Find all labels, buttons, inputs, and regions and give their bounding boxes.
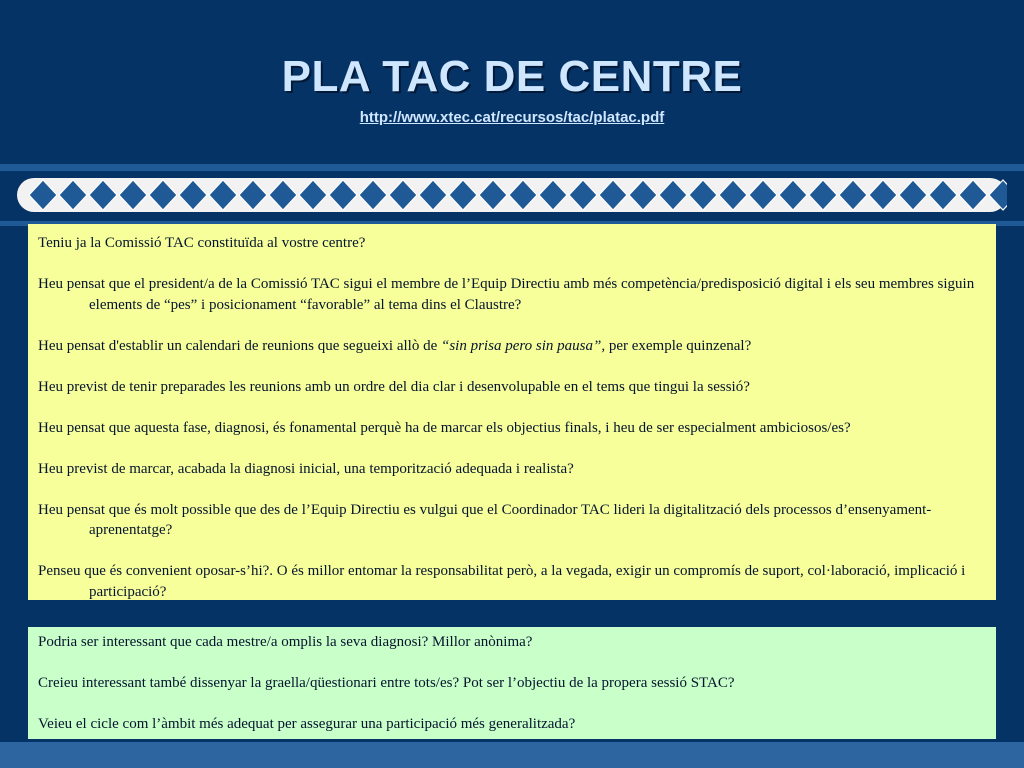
diamond-shape [989,180,1007,210]
question-paragraph: Veieu el cicle com l’àmbit més adequat per assegurar una participació més generalitzada? [38,716,576,732]
diamond-shape [89,180,117,210]
questions-box-green [28,627,996,739]
diamond-shape [479,180,507,210]
diamond-shape [29,180,57,210]
source-link[interactable]: http://www.xtec.cat/recursos/tac/platac.pdf [359,109,665,126]
diamond-shape [719,180,747,210]
diamond-shape [929,180,957,210]
question-paragraph: Heu previst de tenir preparades les reunions amb un ordre del dia clar i desenvolupable en el tems que tingui la sessió? [38,378,750,395]
decorative-band-top [0,164,1024,171]
diamond-shape [959,180,987,210]
diamond-shape [149,180,177,210]
question-text: per exemple quinzenal? [605,337,752,354]
question-paragraph: Teniu ja la Comissió TAC constituïda al vostre centre? [38,235,366,251]
diamond-shape [269,180,297,210]
quoted-phrase: “sin prisa pero sin pausa”, [441,337,606,354]
diamond-shape [869,180,897,210]
question-paragraph [38,336,976,357]
diamond-shape [899,180,927,210]
question-paragraph: Heu pensat que és molt possible que des de l’Equip Directiu es vulgui que el Coordinador TAC lideri la digitalització dels processos d’ensenyament-aprenentatge? [38,501,932,538]
diamond-shape [449,180,477,210]
diamond-border-strip [17,178,1007,212]
question-paragraph: Heu pensat que el president/a de la Comissió TAC sigui el membre de l’Equip Directiu amb més competència/predisposició digital i els seu membres siguin elements de “pes” i posicionament “favorable” al tema dins el Claustre? [38,276,975,313]
question-paragraph: Heu pensat que aquesta fase, diagnosi, és fonamental perquè ha de marcar els objectius finals, i heu de ser especialment ambiciosos/es? [38,419,851,436]
diamond-shape [59,180,87,210]
question-paragraph: Penseu que és convenient oposar-s’hi?. O és millor entomar la responsabilitat però, a la vegada, exigir un compromís de suport, col·laboració, implicació i participació? [38,563,966,600]
question-paragraph: Podria ser interessant que cada mestre/a omplis la seva diagnosi? Millor anònima? [38,634,533,650]
diamond-pattern-icon [17,178,1007,212]
diamond-shape [629,180,657,210]
diamond-shape [389,180,417,210]
diamond-shape [569,180,597,210]
diamond-shape [419,180,447,210]
questions-box-yellow [28,224,996,600]
diamond-shape [299,180,327,210]
diamond-shape [689,180,717,210]
diamond-shape [179,180,207,210]
diamond-shape [539,180,567,210]
question-text: Heu pensat d'establir un calendari de reunions que segueixi allò de [38,337,441,354]
question-paragraph: Heu previst de marcar, acabada la diagnosi inicial, una temporització adequada i realista? [38,460,574,477]
footer-band [0,742,1024,768]
diamond-shape [779,180,807,210]
diamond-shape [209,180,237,210]
diamond-shape [809,180,837,210]
diamond-shape [329,180,357,210]
diamond-shape [749,180,777,210]
diamond-shape [509,180,537,210]
question-paragraph: Creieu interessant també dissenyar la graella/qüestionari entre tots/es? Pot ser l’objectiu de la propera sessió STAC? [38,675,735,691]
slide-title: PLA TAC DE CENTRE [281,52,743,101]
diamond-shape [359,180,387,210]
diamond-shape [119,180,147,210]
diamond-shape [599,180,627,210]
diamond-shape [239,180,267,210]
diamond-shape [659,180,687,210]
diamond-shape [839,180,867,210]
